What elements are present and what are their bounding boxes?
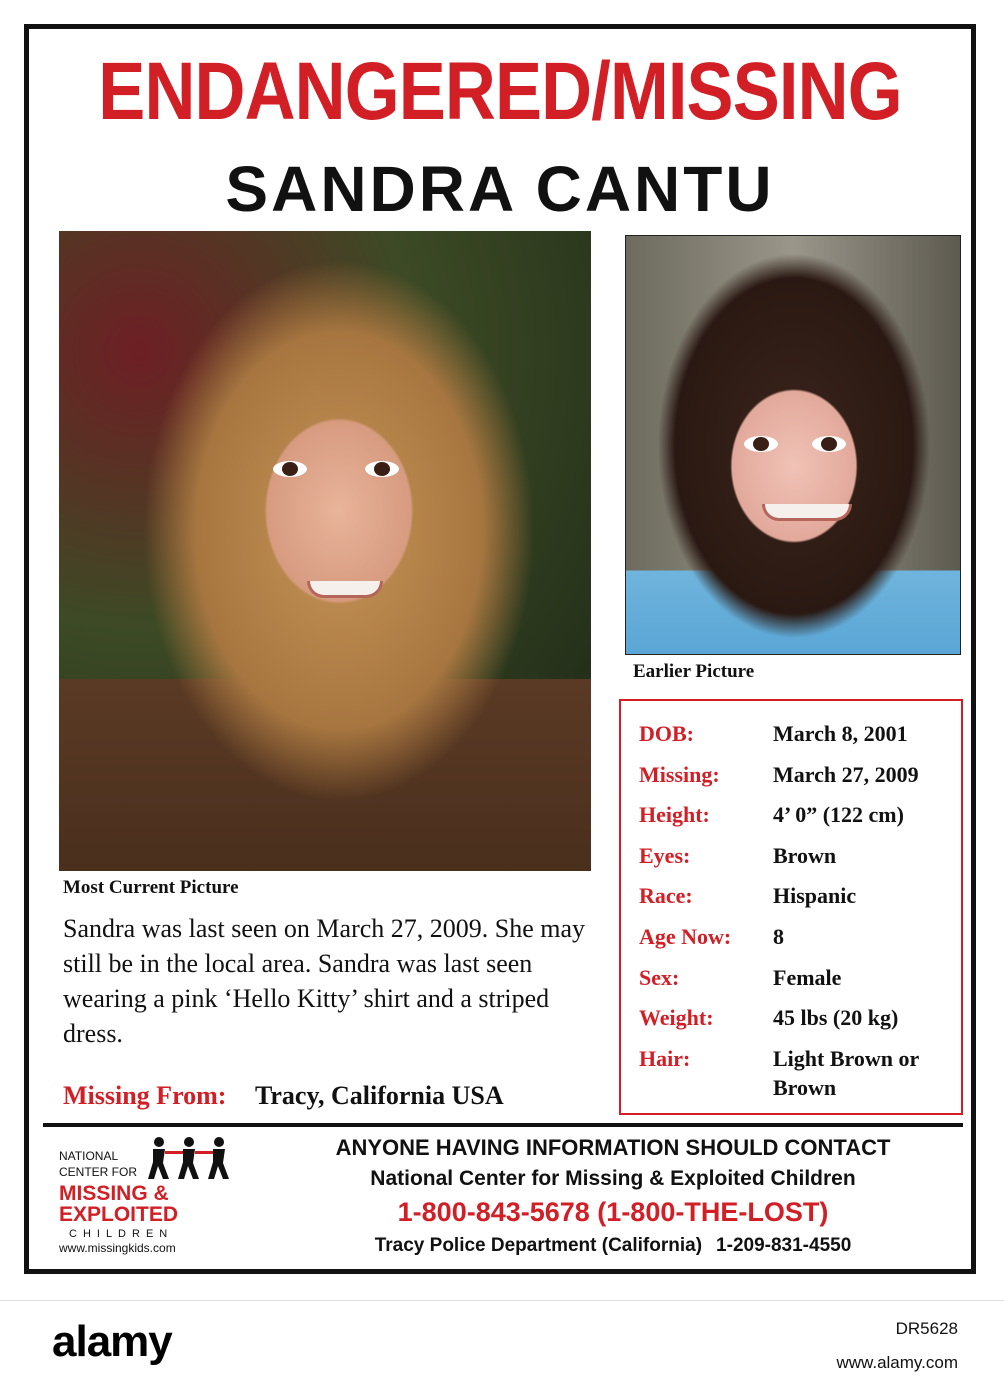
facts-panel	[619, 699, 963, 1115]
fact-row-dob	[621, 721, 961, 762]
fact-value: March 27, 2009	[773, 761, 919, 787]
eye-icon	[273, 461, 307, 477]
eye-icon	[744, 436, 778, 452]
fact-label: Hair:	[639, 1045, 691, 1071]
logo-line: CENTER FOR	[59, 1165, 137, 1179]
fact-row-hair	[621, 1045, 961, 1100]
contact-org: National Center for Missing & Exploited Children	[370, 1167, 856, 1190]
fact-value: March 8, 2001	[773, 721, 908, 746]
divider	[43, 1123, 963, 1127]
fact-label: Missing:	[639, 761, 720, 787]
logo-url: www.missingkids.com	[59, 1241, 176, 1255]
missing-from-label: Missing From:	[63, 1081, 227, 1110]
running-children-icon	[145, 1135, 235, 1183]
logo-line: CHILDREN	[69, 1228, 174, 1240]
logo-line: NATIONAL	[59, 1149, 119, 1163]
fact-value: Hispanic	[773, 883, 857, 909]
fact-row-height	[621, 802, 961, 843]
police-name: Tracy Police Department (California)	[374, 1235, 703, 1256]
fact-row-sex	[621, 965, 961, 1006]
contact-police	[253, 1235, 973, 1257]
fact-label: Age Now:	[639, 923, 732, 949]
fact-value: 4’ 0” (122 cm)	[773, 802, 904, 828]
earlier-photo-caption: Earlier Picture	[633, 661, 755, 682]
earlier-photo	[625, 235, 961, 655]
fact-label: Height:	[639, 802, 710, 828]
contact-hotline: 1-800-843-5678 (1-800-THE-LOST)	[397, 1197, 829, 1227]
missing-from	[63, 1081, 504, 1111]
description-text: Sandra was last seen on March 27, 2009. She may still be in the local area. Sandra was last seen wearing a pink ‘Hello Kitty’ shirt and a striped dress.	[63, 914, 586, 1048]
fact-label: Race:	[639, 883, 693, 909]
mouth-icon	[762, 504, 852, 521]
fact-row-weight	[621, 1005, 961, 1046]
watermark-url: www.alamy.com	[836, 1353, 958, 1372]
fact-value: 45 lbs (20 kg)	[773, 1005, 899, 1031]
fact-label: Weight:	[639, 1005, 714, 1031]
logo-line: EXPLOITED	[59, 1203, 179, 1226]
current-photo-caption: Most Current Picture	[63, 877, 239, 898]
alamy-logo: alamy	[52, 1317, 172, 1366]
watermark-band	[0, 1300, 1004, 1391]
ncmec-logo	[59, 1135, 239, 1259]
child-name: SANDRA CANTU	[225, 153, 775, 225]
logo-line: MISSING &	[59, 1182, 169, 1205]
eye-icon	[812, 436, 846, 452]
fact-value: Brown	[773, 842, 837, 868]
fact-row-race	[621, 883, 961, 924]
fact-label: Eyes:	[639, 842, 691, 868]
mouth-icon	[307, 581, 383, 598]
police-phone: 1-209-831-4550	[716, 1235, 852, 1256]
fact-row-missing	[621, 762, 961, 803]
poster-headline: ENDANGERED/MISSING	[98, 46, 902, 137]
missing-poster	[24, 24, 976, 1274]
current-photo	[59, 231, 591, 871]
contact-heading: ANYONE HAVING INFORMATION SHOULD CONTACT	[335, 1135, 891, 1160]
fact-value: 8	[773, 923, 784, 949]
fact-row-age	[621, 924, 961, 965]
missing-from-value: Tracy, California USA	[254, 1081, 504, 1110]
image-id: DR5628	[895, 1319, 958, 1338]
fact-value: Light Brown or Brown	[773, 1045, 919, 1100]
eye-icon	[365, 461, 399, 477]
fact-label: DOB:	[639, 721, 694, 746]
fact-label: Sex:	[639, 964, 680, 990]
fact-value: Female	[773, 964, 842, 990]
fact-row-eyes	[621, 843, 961, 884]
